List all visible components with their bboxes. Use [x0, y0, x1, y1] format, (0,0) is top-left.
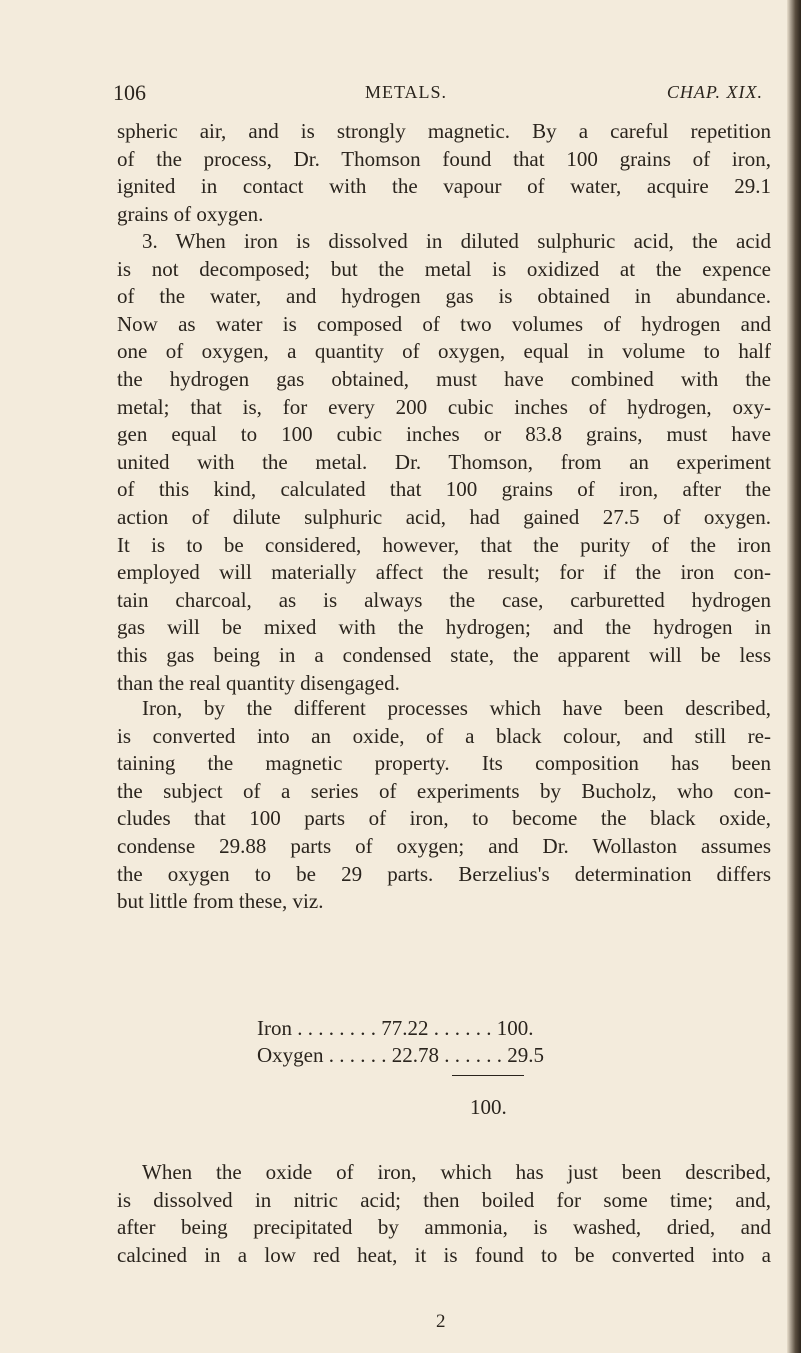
- signature-mark: 2: [436, 1311, 446, 1332]
- text-line: gen equal to 100 cubic inches or 83.8 grains, must have: [117, 422, 771, 447]
- text-line: ignited in contact with the vapour of water, acquire 29.1: [117, 174, 771, 199]
- text-line: When the oxide of iron, which has just been described,: [142, 1160, 771, 1184]
- text-line: cludes that 100 parts of iron, to become the black oxide,: [117, 806, 771, 831]
- paragraph-4: [117, 1159, 771, 1269]
- text-line: metal; that is, for every 200 cubic inches of hydrogen, oxy-: [117, 394, 771, 419]
- text-line: employed will materially affect the result; for if the iron con-: [117, 560, 771, 585]
- text-line: Now as water is composed of two volumes of hydrogen and: [117, 311, 771, 336]
- text-line: It is to be considered, however, that the purity of the iron: [117, 532, 771, 557]
- text-line: condense 29.88 parts of oxygen; and Dr. Wollaston assumes: [117, 833, 771, 858]
- text-line: gas will be mixed with the hydrogen; and the hydrogen in: [117, 615, 771, 640]
- text-line: the subject of a series of experiments by Bucholz, who con-: [117, 778, 771, 803]
- table-total: 100.: [470, 1095, 507, 1119]
- table-row: Oxygen . . . . . . 22.78 . . . . . . 29.5: [257, 1043, 544, 1067]
- text-line: of the process, Dr. Thomson found that 100 grains of iron,: [117, 146, 771, 171]
- text-line: after being precipitated by ammonia, is washed, dried, and: [117, 1215, 771, 1240]
- chapter-label: CHAP. XIX.: [666, 82, 763, 102]
- text-line: is dissolved in nitric acid; then boiled for some time; and,: [117, 1187, 771, 1212]
- text-line: of the water, and hydrogen gas is obtained in abundance.: [117, 284, 771, 309]
- composition-table: [257, 1015, 657, 1069]
- page-number: 106: [113, 80, 146, 105]
- text-line: the hydrogen gas obtained, must have combined with the: [117, 366, 771, 391]
- text-line: tain charcoal, as is always the case, carburetted hydrogen: [117, 587, 771, 612]
- text-line: calcined in a low red heat, it is found to be converted into a: [117, 1242, 771, 1267]
- text-line: action of dilute sulphuric acid, had gained 27.5 of oxygen.: [117, 504, 771, 529]
- text-line: is not decomposed; but the metal is oxidized at the expence: [117, 256, 771, 281]
- paragraph-2: [117, 228, 771, 697]
- text-line: 3. When iron is dissolved in diluted sulphuric acid, the acid: [142, 229, 771, 253]
- paragraph-1: [117, 118, 771, 228]
- text-line: one of oxygen, a quantity of oxygen, equal in volume to half: [117, 339, 771, 364]
- text-line: grains of oxygen.: [117, 201, 264, 226]
- page-edge-shadow: [787, 0, 801, 1353]
- table-row: Iron . . . . . . . . 77.22 . . . . . . 100.: [257, 1016, 534, 1040]
- text-line: is converted into an oxide, of a black colour, and still re-: [117, 723, 771, 748]
- text-line: the oxygen to be 29 parts. Berzelius's determination differs: [117, 861, 771, 886]
- text-line: Iron, by the different processes which have been described,: [142, 696, 771, 720]
- text-line: than the real quantity disengaged.: [117, 670, 400, 695]
- text-line: this gas being in a condensed state, the apparent will be less: [117, 642, 771, 667]
- text-line: but little from these, viz.: [117, 889, 324, 914]
- sum-rule: [452, 1075, 524, 1076]
- running-title: METALS.: [365, 82, 448, 102]
- text-line: of this kind, calculated that 100 grains of iron, after the: [117, 477, 771, 502]
- text-line: united with the metal. Dr. Thomson, from an experiment: [117, 449, 771, 474]
- page-header: [113, 80, 763, 110]
- text-line: taining the magnetic property. Its composition has been: [117, 751, 771, 776]
- paragraph-3: [117, 695, 771, 916]
- text-line: spheric air, and is strongly magnetic. By a careful repetition: [117, 119, 771, 143]
